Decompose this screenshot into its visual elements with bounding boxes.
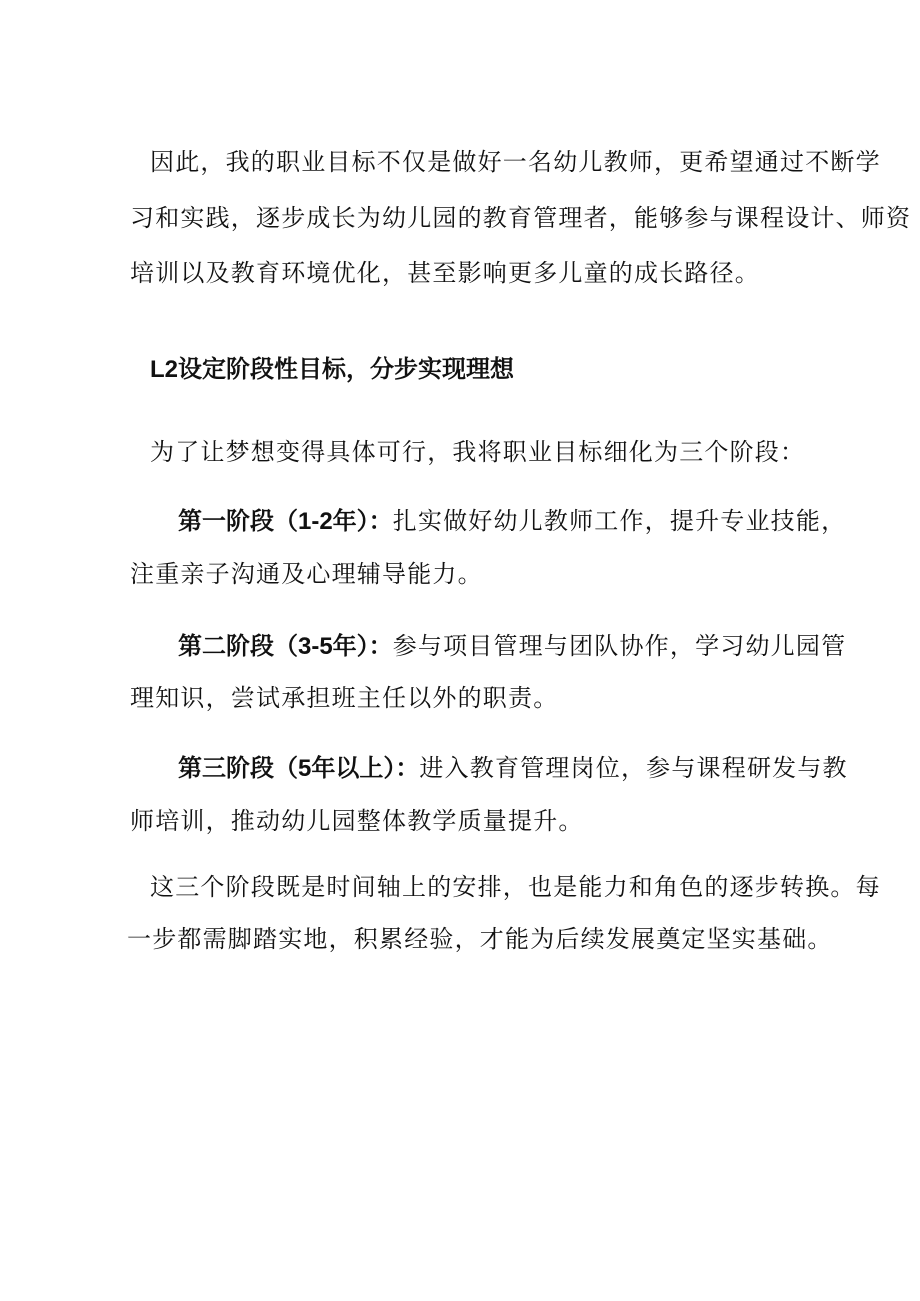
- stage-text: 进入教育管理岗位，参与课程研发与教: [419, 756, 848, 782]
- paragraph-line: 因此，我的职业目标不仅是做好一名幼儿教师，更希望通过不断学: [150, 150, 881, 176]
- stage-label: 第一阶段（1-2年）：: [178, 508, 393, 535]
- stage-text: 扎实做好幼儿教师工作，提升专业技能，: [392, 509, 847, 535]
- stage-text-cont: 理知识，尝试承担班主任以外的职责。: [130, 686, 559, 712]
- paragraph-line: 习和实践，逐步成长为幼儿园的教育管理者，能够参与课程设计、师资: [130, 206, 912, 232]
- stage-text-cont: 注重亲子沟通及心理辅导能力。: [130, 562, 483, 588]
- stage-1: [178, 507, 846, 537]
- stage-text: 参与项目管理与团队协作，学习幼儿园管: [392, 634, 847, 660]
- stage-text-cont: 师培训，推动幼儿园整体教学质量提升。: [130, 809, 584, 835]
- intro-text: 为了让梦想变得具体可行，我将职业目标细化为三个阶段：: [150, 440, 806, 466]
- section-heading: L2设定阶段性目标，分步实现理想: [150, 356, 515, 383]
- stage-2: [178, 632, 846, 662]
- stage-label: 第二阶段（3-5年）：: [178, 633, 393, 660]
- conclusion-line: 这三个阶段既是时间轴上的安排，也是能力和角色的逐步转换。每: [150, 875, 881, 901]
- stage-label: 第三阶段（5年以上）：: [178, 755, 420, 782]
- paragraph-line: 培训以及教育环境优化，甚至影响更多儿童的成长路径。: [130, 261, 760, 287]
- conclusion-line: 一步都需脚踏实地，积累经验，才能为后续发展奠定坚实基础。: [127, 927, 833, 953]
- stage-3: [178, 754, 848, 784]
